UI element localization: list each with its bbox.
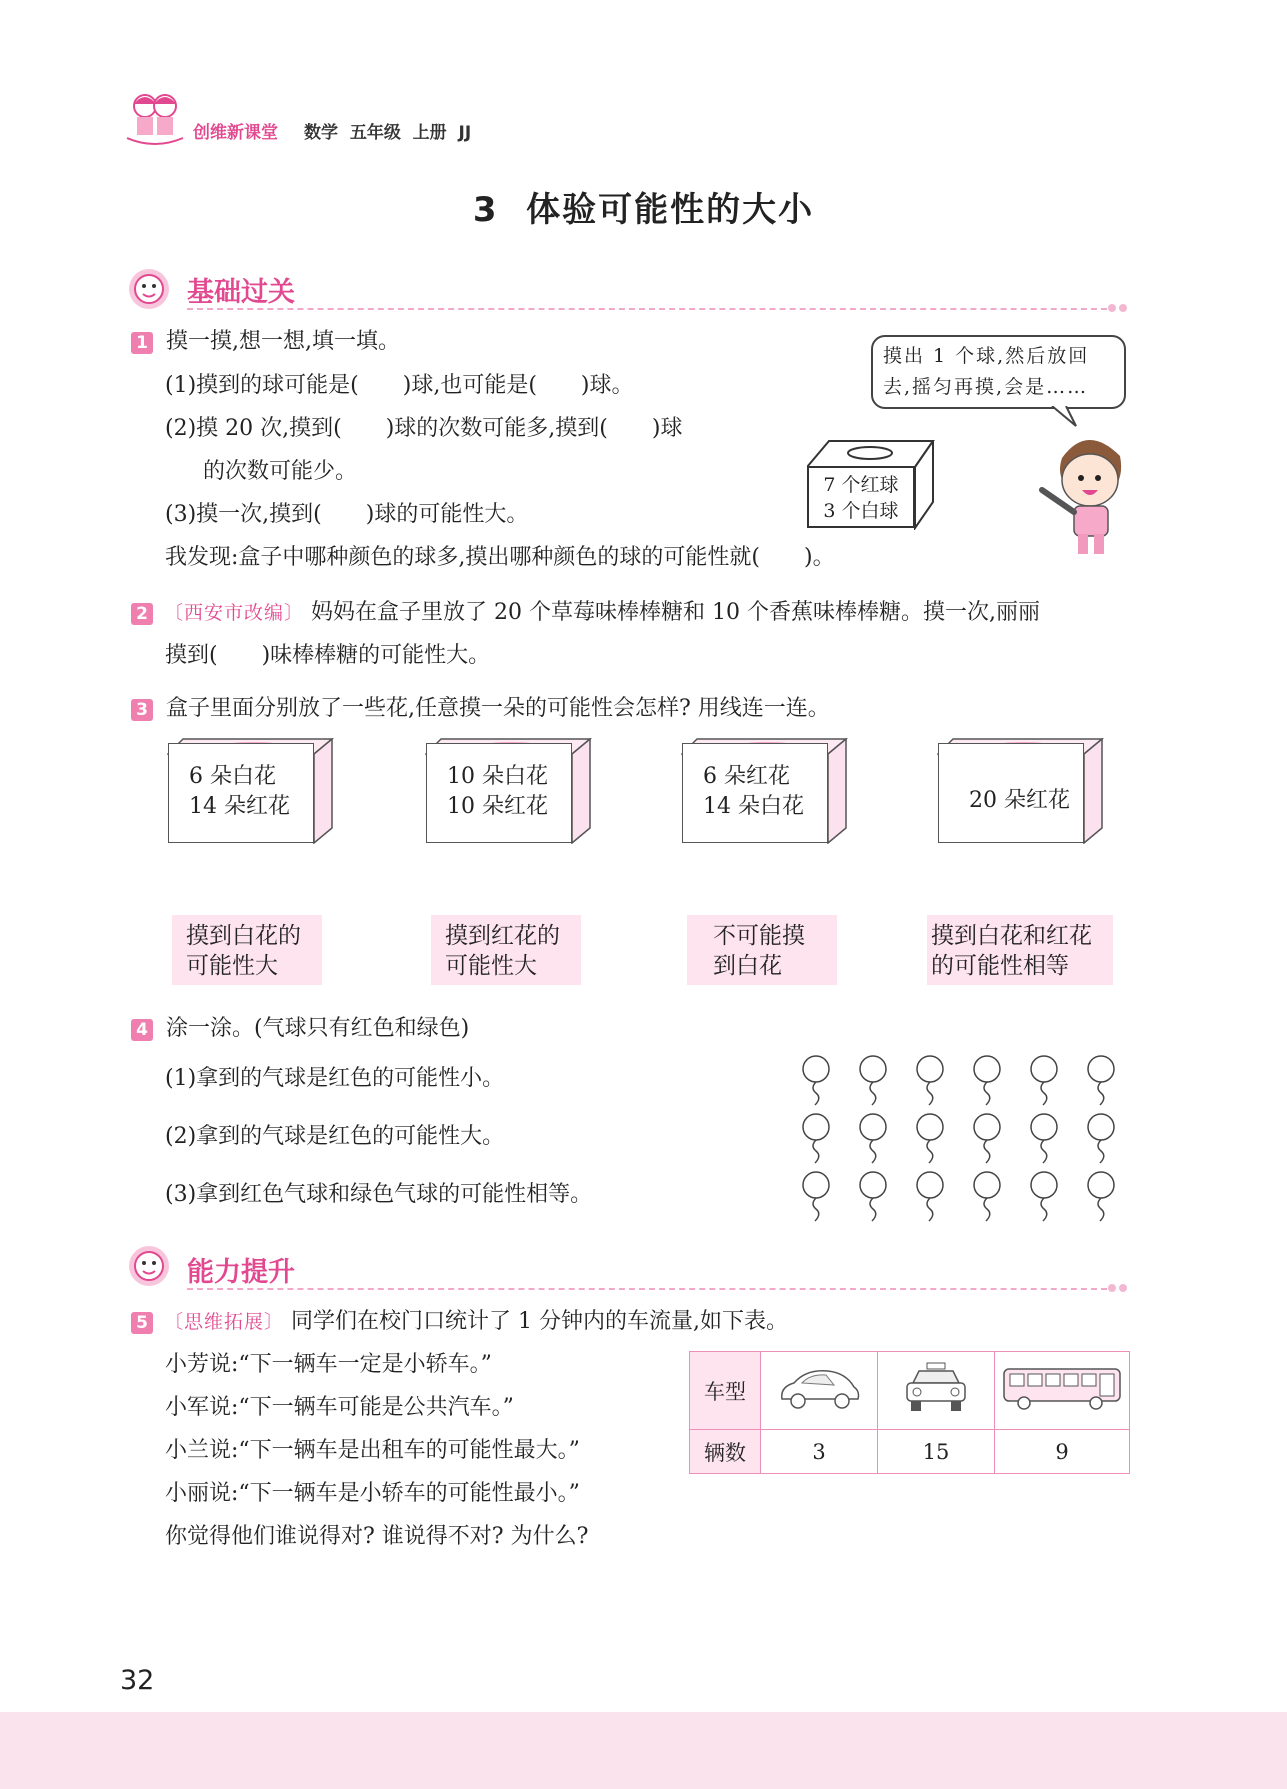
- bubble-line: 摸出 1 个球,然后放回: [883, 345, 1090, 367]
- answer-option-label: 不可能摸: [713, 923, 805, 949]
- bus-cell: [995, 1352, 1130, 1430]
- q4-stem-row: [131, 1014, 469, 1044]
- ball-box: [807, 466, 915, 528]
- flower-box: [426, 743, 572, 843]
- flower-box: [682, 743, 828, 843]
- q2-row1: [131, 598, 1040, 628]
- answer-option[interactable]: [172, 915, 322, 985]
- answer-option-label: 的可能性相等: [931, 953, 1069, 979]
- answer-option-label: 可能性大: [445, 953, 537, 979]
- ball-box-label: 3 个白球: [823, 500, 899, 522]
- car-icon: [776, 1365, 862, 1411]
- q1-part3: (3)摸一次,摸到( )球的可能性大。: [165, 502, 529, 527]
- q1-finding: 我发现:盒子中哪种颜色的球多,摸出哪种颜色的球的可能性就( )。: [165, 545, 835, 570]
- flower-box-label: 10 朵白花: [447, 764, 548, 789]
- answer-option-label: 可能性大: [186, 953, 278, 979]
- section-divider: [187, 1288, 1107, 1290]
- section-icon: [127, 268, 177, 314]
- answer-option-label: 摸到红花的: [445, 923, 560, 949]
- speech-bubble: [871, 335, 1126, 409]
- answer-option-label: 摸到白花的: [186, 923, 301, 949]
- taxi-count: 15: [878, 1430, 995, 1474]
- brand-name: 创维新课堂: [193, 123, 278, 143]
- q1-stem-row: [131, 327, 400, 357]
- bus-icon: [1000, 1365, 1124, 1411]
- question-number: 2: [131, 603, 153, 625]
- answer-option[interactable]: [431, 915, 581, 985]
- balloon-row: [803, 1114, 1114, 1163]
- q5-statement: 小兰说:“下一辆车是出租车的可能性最大。”: [165, 1438, 580, 1463]
- q1-part2-line1: (2)摸 20 次,摸到( )球的次数可能多,摸到( )球: [165, 416, 683, 441]
- q1-stem: 摸一摸,想一想,填一填。: [166, 329, 400, 354]
- question-number: 5: [131, 1312, 153, 1334]
- ball-box-label: 7 个红球: [823, 474, 899, 496]
- q5-source-tag: 〔思维拓展〕: [164, 1311, 285, 1333]
- decor-dots: [1108, 297, 1130, 316]
- flower-box-label: 6 朵白花: [189, 764, 276, 789]
- q5-stem-row: [131, 1307, 788, 1337]
- footer-band: [0, 1712, 1287, 1789]
- question-number: 3: [131, 699, 153, 721]
- section-icon: [127, 1245, 177, 1291]
- balloon-grid: [800, 1055, 1130, 1231]
- section-divider: [187, 308, 1107, 310]
- answer-option-label: 摸到白花和红花: [931, 923, 1092, 949]
- section-ability-heading: 能力提升: [187, 1257, 295, 1288]
- flower-box: [938, 743, 1084, 843]
- page-number: 32: [120, 1665, 155, 1696]
- q5-stem: 同学们在校门口统计了 1 分钟内的车流量,如下表。: [291, 1309, 788, 1334]
- flower-box: [168, 743, 314, 843]
- boy-illustration: [1032, 428, 1142, 562]
- traffic-table: [689, 1351, 1130, 1474]
- q5-statement: 小芳说:“下一辆车一定是小轿车。”: [165, 1352, 492, 1377]
- q3-stem: 盒子里面分别放了一些花,任意摸一朵的可能性会怎样? 用线连一连。: [166, 696, 830, 721]
- q5-statement: 小军说:“下一辆车可能是公共汽车。”: [165, 1395, 514, 1420]
- page-title: 3 体验可能性的大小: [472, 190, 815, 230]
- row-header-vehicle: 车型: [690, 1352, 761, 1430]
- flower-box-label: 20 朵红花: [969, 788, 1070, 813]
- q4-item: (2)拿到的气球是红色的可能性大。: [165, 1124, 505, 1149]
- taxi-icon: [901, 1361, 971, 1415]
- mascot-logo: [125, 88, 187, 150]
- q2-source-tag: 〔西安市改编〕: [164, 602, 305, 624]
- q2-text-line2: 摸到( )味棒棒糖的可能性大。: [165, 643, 491, 668]
- q3-stem-row: [131, 694, 830, 724]
- q5-statement: 小丽说:“下一辆车是小轿车的可能性最小。”: [165, 1481, 580, 1506]
- question-number: 1: [131, 332, 153, 354]
- book-subject: 数学 五年级 上册 JJ: [304, 123, 472, 143]
- q4-stem: 涂一涂。(气球只有红色和绿色): [166, 1016, 470, 1041]
- answer-option[interactable]: [927, 915, 1113, 985]
- answer-option[interactable]: [687, 915, 837, 985]
- bus-count: 9: [995, 1430, 1130, 1474]
- decor-dots: [1108, 1277, 1130, 1296]
- flower-box-label: 14 朵白花: [703, 794, 804, 819]
- q4-item: (3)拿到红色气球和绿色气球的可能性相等。: [165, 1182, 593, 1207]
- taxi-cell: [878, 1352, 995, 1430]
- traffic-table-wrap: [689, 1351, 1130, 1474]
- flower-box-label: 10 朵红花: [447, 794, 548, 819]
- flower-box-label: 14 朵红花: [189, 794, 290, 819]
- balloon-row: [803, 1172, 1114, 1221]
- car-cell: [761, 1352, 878, 1430]
- q1-part1: (1)摸到的球可能是( )球,也可能是( )球。: [165, 373, 634, 398]
- flower-box-label: 6 朵红花: [703, 764, 790, 789]
- question-number: 4: [131, 1019, 153, 1041]
- section-basic-heading: 基础过关: [187, 277, 295, 308]
- balloon-row: [803, 1056, 1114, 1105]
- q5-question: 你觉得他们谁说得对? 谁说得不对? 为什么?: [165, 1524, 589, 1549]
- bubble-line: 去,摇匀再摸,会是……: [883, 376, 1089, 398]
- car-count: 3: [761, 1430, 878, 1474]
- answer-option-label: 到白花: [713, 953, 782, 979]
- q2-text-line1: 妈妈在盒子里放了 20 个草莓味棒棒糖和 10 个香蕉味棒棒糖。摸一次,丽丽: [311, 600, 1040, 625]
- q1-part2-line2: 的次数可能少。: [203, 459, 358, 484]
- q4-item: (1)拿到的气球是红色的可能性小。: [165, 1066, 505, 1091]
- row-header-count: 辆数: [690, 1430, 761, 1474]
